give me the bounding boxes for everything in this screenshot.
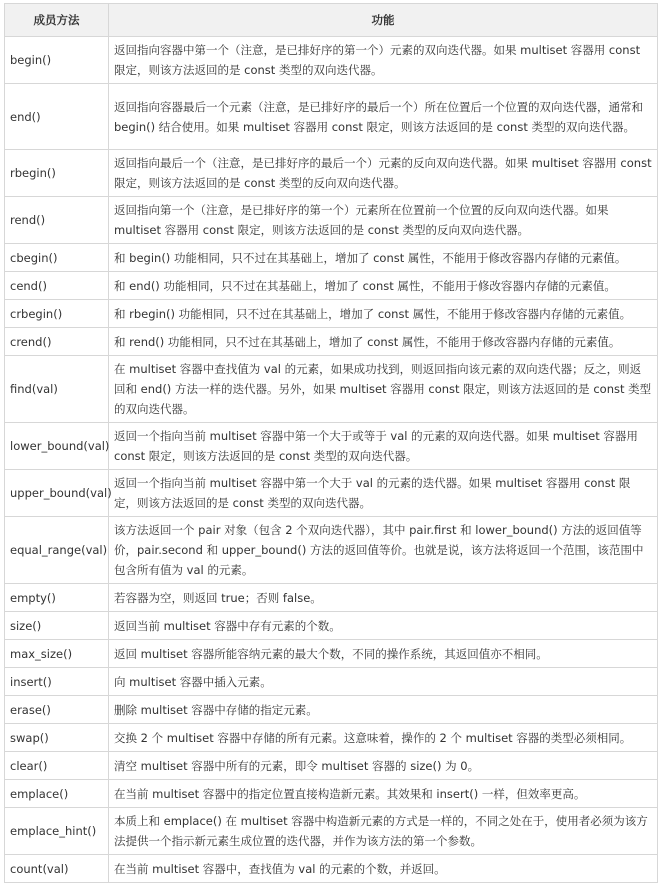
table-row bbox=[5, 696, 658, 724]
description-cell: 交换 2 个 multiset 容器中存储的所有元素。这意味着，操作的 2 个 multiset 容器的类型必须相同。 bbox=[109, 724, 658, 752]
method-cell: crbegin() bbox=[5, 300, 109, 328]
table-row bbox=[5, 272, 658, 300]
method-cell: swap() bbox=[5, 724, 109, 752]
table-row bbox=[5, 584, 658, 612]
multiset-methods-table bbox=[4, 3, 658, 883]
description-cell: 和 rbegin() 功能相同，只不过在其基础上，增加了 const 属性，不能用于修改容器内存储的元素值。 bbox=[109, 300, 658, 328]
method-cell: rbegin() bbox=[5, 150, 109, 197]
description-cell: 返回 multiset 容器所能容纳元素的最大个数，不同的操作系统，其返回值亦不相同。 bbox=[109, 640, 658, 668]
description-cell: 和 end() 功能相同，只不过在其基础上，增加了 const 属性，不能用于修改容器内存储的元素值。 bbox=[109, 272, 658, 300]
method-cell: upper_bound(val) bbox=[5, 470, 109, 517]
table-row bbox=[5, 150, 658, 197]
description-cell: 返回指向最后一个（注意，是已排好序的最后一个）元素的反向双向迭代器。如果 multiset 容器用 const 限定，则该方法返回的是 const 类型的反向双向迭代器。 bbox=[109, 150, 658, 197]
table-row bbox=[5, 640, 658, 668]
method-cell: begin() bbox=[5, 37, 109, 84]
method-cell: max_size() bbox=[5, 640, 109, 668]
description-cell: 该方法返回一个 pair 对象（包含 2 个双向迭代器），其中 pair.first 和 lower_bound() 方法的返回值等价，pair.second 和 upper_bound() 方法的返回值等价。也就是说，该方法将返回一个范围，该范围中包含所有值为 val 的元素。 bbox=[109, 517, 658, 584]
table-row bbox=[5, 855, 658, 883]
description-cell: 和 begin() 功能相同，只不过在其基础上，增加了 const 属性，不能用于修改容器内存储的元素值。 bbox=[109, 244, 658, 272]
method-cell: emplace_hint() bbox=[5, 808, 109, 855]
description-cell: 返回当前 multiset 容器中存有元素的个数。 bbox=[109, 612, 658, 640]
table-row bbox=[5, 328, 658, 356]
method-cell: equal_range(val) bbox=[5, 517, 109, 584]
table-row bbox=[5, 668, 658, 696]
table-row bbox=[5, 808, 658, 855]
method-cell: rend() bbox=[5, 197, 109, 244]
table-row bbox=[5, 752, 658, 780]
method-cell: crend() bbox=[5, 328, 109, 356]
description-cell: 在 multiset 容器中查找值为 val 的元素，如果成功找到，则返回指向该元素的双向迭代器；反之，则返回和 end() 方法一样的迭代器。另外，如果 multiset 容器用 const 限定，则该方法返回的是 const 类型的双向迭代器。 bbox=[109, 356, 658, 423]
method-cell: size() bbox=[5, 612, 109, 640]
header-method: 成员方法 bbox=[5, 4, 109, 37]
description-cell: 返回一个指向当前 multiset 容器中第一个大于或等于 val 的元素的双向迭代器。如果 multiset 容器用 const 限定，则该方法返回的是 const 类型的双向迭代器。 bbox=[109, 423, 658, 470]
table-row bbox=[5, 356, 658, 423]
description-cell: 若容器为空，则返回 true；否则 false。 bbox=[109, 584, 658, 612]
table-row bbox=[5, 470, 658, 517]
table-row bbox=[5, 37, 658, 84]
method-cell: empty() bbox=[5, 584, 109, 612]
method-cell: count(val) bbox=[5, 855, 109, 883]
method-cell: clear() bbox=[5, 752, 109, 780]
method-cell: lower_bound(val) bbox=[5, 423, 109, 470]
table-row bbox=[5, 244, 658, 272]
table-row bbox=[5, 780, 658, 808]
description-cell: 删除 multiset 容器中存储的指定元素。 bbox=[109, 696, 658, 724]
table-row bbox=[5, 612, 658, 640]
table-header-row bbox=[5, 4, 658, 37]
table-row bbox=[5, 84, 658, 150]
table-row bbox=[5, 300, 658, 328]
description-cell: 清空 multiset 容器中所有的元素，即令 multiset 容器的 size() 为 0。 bbox=[109, 752, 658, 780]
description-cell: 向 multiset 容器中插入元素。 bbox=[109, 668, 658, 696]
description-cell: 返回指向第一个（注意，是已排好序的第一个）元素所在位置前一个位置的反向双向迭代器。如果 multiset 容器用 const 限定，则该方法返回的是 const 类型的反向双向迭代器。 bbox=[109, 197, 658, 244]
method-cell: insert() bbox=[5, 668, 109, 696]
method-cell: cend() bbox=[5, 272, 109, 300]
description-cell: 和 rend() 功能相同，只不过在其基础上，增加了 const 属性，不能用于修改容器内存储的元素值。 bbox=[109, 328, 658, 356]
description-cell: 本质上和 emplace() 在 multiset 容器中构造新元素的方式是一样的，不同之处在于，使用者必须为该方法提供一个指示新元素生成位置的迭代器，并作为该方法的第一个参数。 bbox=[109, 808, 658, 855]
table-row bbox=[5, 517, 658, 584]
table-row bbox=[5, 724, 658, 752]
description-cell: 返回指向容器最后一个元素（注意，是已排好序的最后一个）所在位置后一个位置的双向迭代器，通常和 begin() 结合使用。如果 multiset 容器用 const 限定，则该方法返回的是 const 类型的双向迭代器。 bbox=[109, 84, 658, 150]
method-cell: emplace() bbox=[5, 780, 109, 808]
header-function: 功能 bbox=[109, 4, 658, 37]
method-cell: end() bbox=[5, 84, 109, 150]
table-row bbox=[5, 423, 658, 470]
description-cell: 返回一个指向当前 multiset 容器中第一个大于 val 的元素的迭代器。如果 multiset 容器用 const 限定，则该方法返回的是 const 类型的双向迭代器。 bbox=[109, 470, 658, 517]
description-cell: 在当前 multiset 容器中的指定位置直接构造新元素。其效果和 insert() 一样，但效率更高。 bbox=[109, 780, 658, 808]
description-cell: 返回指向容器中第一个（注意，是已排好序的第一个）元素的双向迭代器。如果 multiset 容器用 const 限定，则该方法返回的是 const 类型的双向迭代器。 bbox=[109, 37, 658, 84]
description-cell: 在当前 multiset 容器中，查找值为 val 的元素的个数，并返回。 bbox=[109, 855, 658, 883]
method-cell: erase() bbox=[5, 696, 109, 724]
table-row bbox=[5, 197, 658, 244]
method-cell: cbegin() bbox=[5, 244, 109, 272]
method-cell: find(val) bbox=[5, 356, 109, 423]
